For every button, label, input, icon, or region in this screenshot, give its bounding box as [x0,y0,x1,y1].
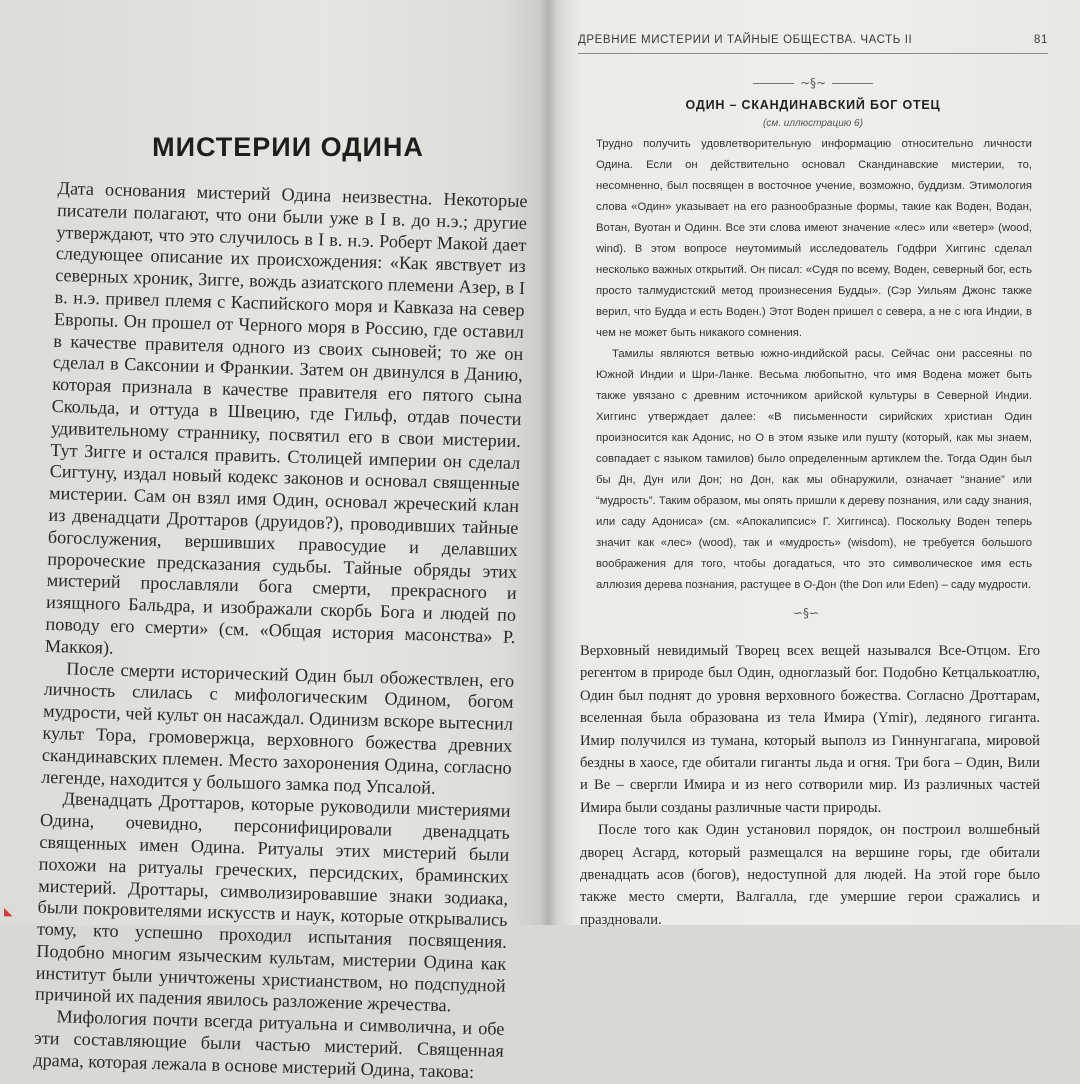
ornament-divider-top [753,76,873,90]
right-paragraph: После того как Один установил порядок, он построил волшебный дворец Асгард, который размещался на вершине горы, где обитали двенадцать асов (богов), недоступной для людей. На этой горе было также место смерти, Валгалла, где умершие герои сражались и праздновали. [580,822,1040,928]
right-page-body [580,640,1040,931]
flourish-icon: ∽§∽ [792,606,820,620]
sidebar-paragraph: Тамилы являются ветвью южно-индийской расы. Сейчас они рассеяны по Южной Индии и Шри-Ланке. Весьма любопытно, что имя Водена может быть также увязано с древним источником арийской культуры в Северной Индии. Хиггинс утверждает далее: «В письменности сирийских христиан Один произносится как Адонис, но О в этом языке или пушту (который, как мы знаем, совпадает с языком тамилов) было определенным артиклем the. Тогда Один был бы Дн, Дун или Дон; но Дон, как мы обнаружили, означает “знание” или “мудрость”. Таким образом, мы опять пришли к дереву познания, или саду знания, или саду Адониса» (см. «Апокалипсис» Г. Хиггинса). Поскольку Воден теперь значит как «лес» (wood), так и «мудрость» (wisdom), не требуется большого воображения для того, чтобы догадаться, что это символическое имя есть аллюзия дерева познания, растущее в О-Дон (the Don или Eden) – саду мудрости. [596,348,1032,591]
left-paragraph: Дата основания мистерий Одина неизвестна. Некоторые писатели полагают, что они были уже в I в. до н.э.; другие утверждают, что это случилось в I в. н.э. Роберт Макой дает следующее описание их происхождения: «Как явствует из северных хроник, Зигге, вождь азиатского племени Азер, в I в. н.э. привел племя с Каспийского моря и Кавказа на север Европы. Он прошел от Черного моря в Россию, где оставил в качестве правителя одного из своих сыновей; то же он сделал в Саксонии и Франкии. Затем он двинулся в Данию, которая признала в качестве правителя его пятого сына Скольда, и оттуда в Швецию, где Гильф, отдав почести удивительному страннику, посвятил его в свои мистерии. Тут Зигге и остался править. Столицей империи он сделал Сигтуну, издал новый кодекс законов и основал священные мистерии. Сам он взял имя Один, основал жреческий клан из двенадцати Дроттаров (друидов?), проводивших тайные богослужения, вершивших правосудие и делавших пророческие предсказания судьбы. Тайные обряды этих мистерий прославляли бога смерти, прекрасного и изящного Бальдра, и изображали скорбь Бога и людей по поводу его смерти» (см. «Общая история масонства» Р. Маккоя). [44,178,528,658]
page-number: 81 [1034,34,1048,46]
corner-marker-icon: ◣ [4,905,13,918]
running-head [578,34,1048,54]
left-paragraph: Двенадцать Дроттаров, которые руководили мистериями Одина, очевидно, персонифицировали двенадцать священных имен Одина. Ритуалы этих мистерий были похожи на ритуалы греческих, персидских, браминских мистерий. Дроттары, символизировавшие знаки зодиака, были покровителями искусств и наук, которые открывались тому, кто успешно проходил испытания посвящения. Подобно многим языческим культам, мистерии Одина как институт были уничтожены христианством, но подспудной причиной их падения явилось разложение жречества. [34,788,511,1016]
running-head-title: ДРЕВНИЕ МИСТЕРИИ И ТАЙНЫЕ ОБЩЕСТВА. ЧАСТЬ II [578,34,913,46]
right-paragraph: Верховный невидимый Творец всех вещей назывался Все-Отцом. Его регентом в природе был Один, одноглазый бог. Подобно Кетцалькоатлю, Один был поднят до уровня верховного божества. Согласно Дроттарам, вселенная была образована из тела Имира (Ymir), ледяного гиганта. Имир получился из тумана, который выполз из Гиннунгагапа, мировой бездны в хаосе, где обитали гиганты льда и огня. Три бога – Один, Вили и Ве – свергли Имира и из него сотворили мир. Из различных частей Имира были созданы различные части природы. [580,643,1040,816]
left-paragraph: Мифология почти всегда ритуальна и символична, и обе эти составляющие были частью мистерий. Священная драма, которая лежала в основе мистерий Одина, такова: [33,1006,505,1082]
left-paragraph: После смерти исторический Один был обожествлен, его личность слилась с мифологическим Одином, богом мудрости, чей культ он насаждал. Одинизм вскоре вытеснил культ Тора, громовержца, верховного божества древних скандинавских племен. Место захоронения Одина, согласно легенде, находится у большого замка под Упсалой. [41,657,515,798]
chapter-title: МИСТЕРИИ ОДИНА [152,132,424,162]
section-heading: ОДИН – СКАНДИНАВСКИЙ БОГ ОТЕЦ [685,98,941,112]
section-subtitle: (см. иллюстрацию 6) [763,118,863,129]
flourish-icon: ~§~ [799,76,827,90]
sidebar-paragraph: Трудно получить удовлетворительную информацию относительно личности Одина. Если он действительно основал Скандинавские мистерии, то, несомненно, был посвящен в восточное учение, возможно, буддизм. Этимология слова «Один» указывает на его разнообразные формы, такие как Воден, Водан, Вотан, Вуотан и Одинн. Все эти слова имеют значение «лес» или «ветер» (wood, wind). В этом вопросе неутомимый исследователь Годфри Хиггинс сделал несколько важных открытий. Он писал: «Судя по всему, Воден, северный бог, есть просто талмудистский метод произнесения Будды». (Сэр Уильям Джонс также верил, что Будда и есть Воден.) Этот Воден пришел с севера, а не с юга Индии, в чем не может быть никакого сомнения. [596,138,1032,339]
left-page-body [33,178,528,1084]
sidebar-text [596,134,1032,596]
book-gutter [540,0,558,925]
ornament-divider-bottom [756,606,856,620]
